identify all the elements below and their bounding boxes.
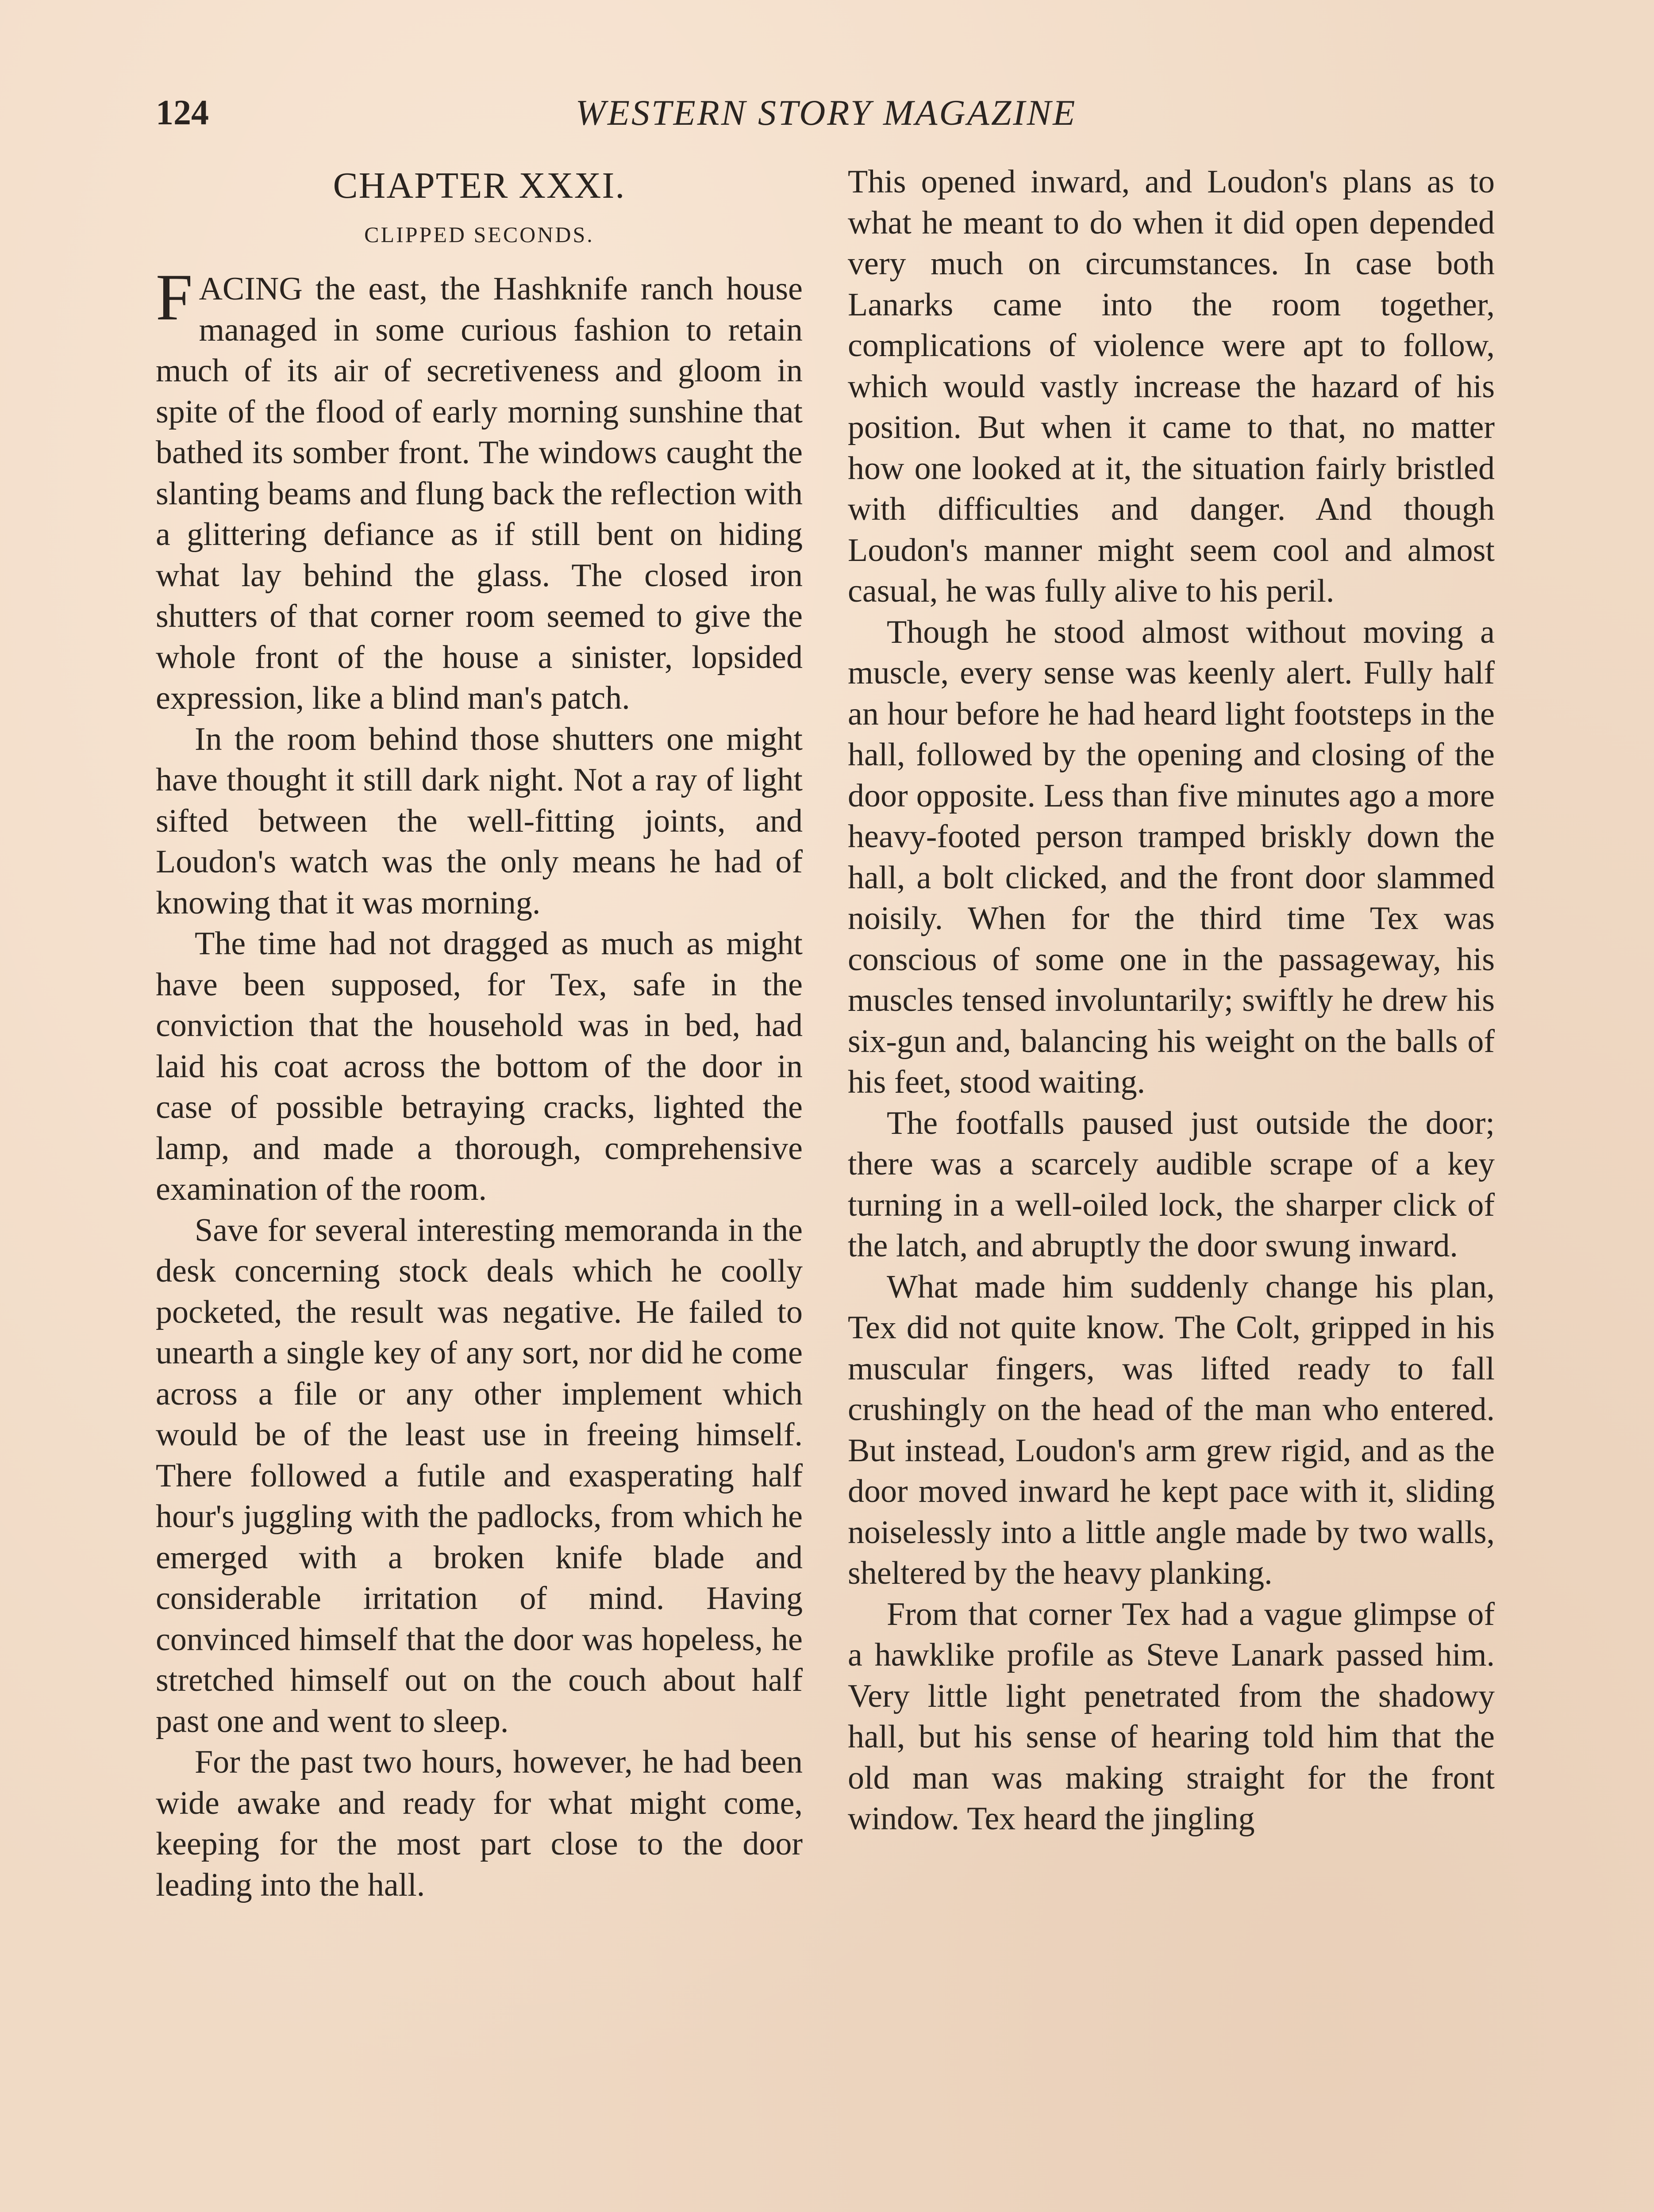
paragraph: The time had not dragged as much as might have been supposed, for Tex, safe in the conviction that the household was in bed, had laid his coat across the bottom of the door in case of possible betraying cracks, lighted the lamp, and made a thorough, comprehensive examination of the room. <box>156 926 803 1207</box>
page-header <box>156 88 1496 137</box>
page-number: 124 <box>156 93 209 132</box>
running-head: WESTERN STORY MAGAZINE <box>575 92 1077 133</box>
paragraph: Save for several interesting memoranda in the desk concerning stock deals which he coolly pocketed, the result was negative. He failed to unearth a single key of any sort, nor did he come across a file or any other implement which would be of the least use in freeing himself. There followed a futile and exasperating half hour's juggling with the padlocks, from which he emerged with a broken knife blade and considerable irritation of mind. Having convinced himself that the door was hopeless, he stretched himself out on the couch about half past one and went to sleep. <box>156 1212 803 1740</box>
paragraph: What made him suddenly change his plan, Tex did not quite know. The Colt, gripped in his muscular fingers, was lifted ready to fall crushingly on the head of the man who entered. But instead, Loudon's arm grew rigid, and as the door moved inward he kept pace with it, sliding noiselessly into a little angle made by two walls, sheltered by the heavy planking. <box>848 1268 1495 1591</box>
paragraph: The footfalls paused just outside the door; there was a scarcely audible scrape of a key turning in a well-oiled lock, the sharper click of the latch, and abruptly the door swung inward. <box>848 1105 1495 1264</box>
paragraph: This opened inward, and Loudon's plans as to what he meant to do when it did open depended very much on circumstances. In case both Lanarks came into the room together, complications of violence were apt to follow, which would vastly increase the hazard of his position. But when it came to that, no matter how one looked at it, the situation fairly bristled with difficulties and danger. And though Loudon's manner might seem cool and almost casual, he was fully alive to his peril. <box>848 164 1495 609</box>
paragraph-text: ACING the east, the Hashknife ranch house managed in some curious fashion to retain much of its air of secretiveness and gloom in spite of the flood of early morning sunshine that bathed its somber front. The windows caught the slanting beams and flung back the reflection with a glittering defiance as if still bent on hiding what lay behind the glass. The closed iron shutters of that corner room seemed to give the whole front of the house a sinister, lopsided expression, like a blind man's patch. <box>156 271 803 716</box>
paragraph: For the past two hours, however, he had been wide awake and ready for what might come, keeping for the most part close to the door leading into the hall. <box>156 1744 803 1903</box>
chapter-title: CHAPTER XXXI. <box>333 165 626 206</box>
right-column <box>848 161 1495 1839</box>
chapter-subtitle: CLIPPED SECONDS. <box>364 222 594 247</box>
paragraph <box>156 261 803 719</box>
drop-cap: F <box>156 261 193 334</box>
paragraph: From that corner Tex had a vague glimpse of a hawklike profile as Steve Lanark passed him. Very little light penetrated from the shadowy hall, but his sense of hearing told him that the old man was making straight for the front window. Tex heard the jingling <box>848 1596 1495 1837</box>
paragraph: Though he stood almost without moving a muscle, every sense was keenly alert. Fully half an hour before he had heard light footsteps in the hall, followed by the opening and closing of the door opposite. Less than five minutes ago a more heavy-footed person tramped briskly down the hall, a bolt clicked, and the front door slammed noisily. When for the third time Tex was conscious of some one in the passageway, his muscles tensed involuntarily; swiftly he drew his six-gun and, balancing his weight on the balls of his feet, stood waiting. <box>848 614 1495 1100</box>
left-column <box>156 161 803 1905</box>
paragraph: In the room behind those shutters one might have thought it still dark night. Not a ray of light sifted between the well-fitting joints, and Loudon's watch was the only means he had of knowing that it was morning. <box>156 721 803 921</box>
